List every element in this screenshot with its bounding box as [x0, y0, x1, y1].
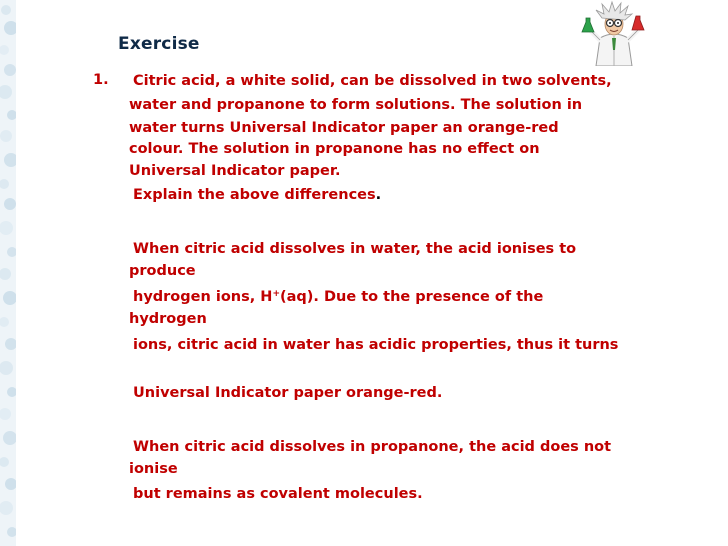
question-line-5: Universal Indicator paper.	[129, 163, 341, 179]
answer-line-8: ionise	[129, 461, 178, 477]
answer-line-3-start: hydrogen ions, H	[133, 289, 273, 305]
answer-line-5: ions, citric acid in water has acidic properties, thus it turns	[133, 337, 619, 353]
question-line-3: water turns Universal Indicator paper an orange-red	[129, 120, 559, 136]
left-bubble-decoration	[0, 0, 16, 546]
answer-line-3-end: (aq). Due to the presence of the	[279, 289, 544, 305]
instruction-period: .	[375, 187, 382, 203]
answer-line-9: but remains as covalent molecules.	[133, 486, 423, 502]
question-instruction	[133, 186, 381, 204]
question-number: 1.	[93, 72, 109, 88]
answer-line-1: When citric acid dissolves in water, the acid ionises to	[133, 241, 577, 257]
question-line-1: Citric acid, a white solid, can be dissolved in two solvents,	[133, 73, 612, 89]
question-line-4: colour. The solution in propanone has no effect on	[129, 141, 540, 157]
scientist-clipart-icon	[580, 0, 648, 66]
answer-line-6: Universal Indicator paper orange-red.	[133, 385, 443, 401]
answer-line-7: When citric acid dissolves in propanone, the acid does not	[133, 439, 612, 455]
superscript-plus: +	[272, 289, 280, 299]
page-title: Exercise	[118, 34, 200, 54]
answer-line-3	[133, 288, 543, 306]
instruction-text: Explain the above differences	[133, 187, 376, 203]
question-line-2: water and propanone to form solutions. The solution in	[129, 97, 583, 113]
answer-line-4: hydrogen	[129, 311, 207, 327]
answer-line-2: produce	[129, 263, 196, 279]
